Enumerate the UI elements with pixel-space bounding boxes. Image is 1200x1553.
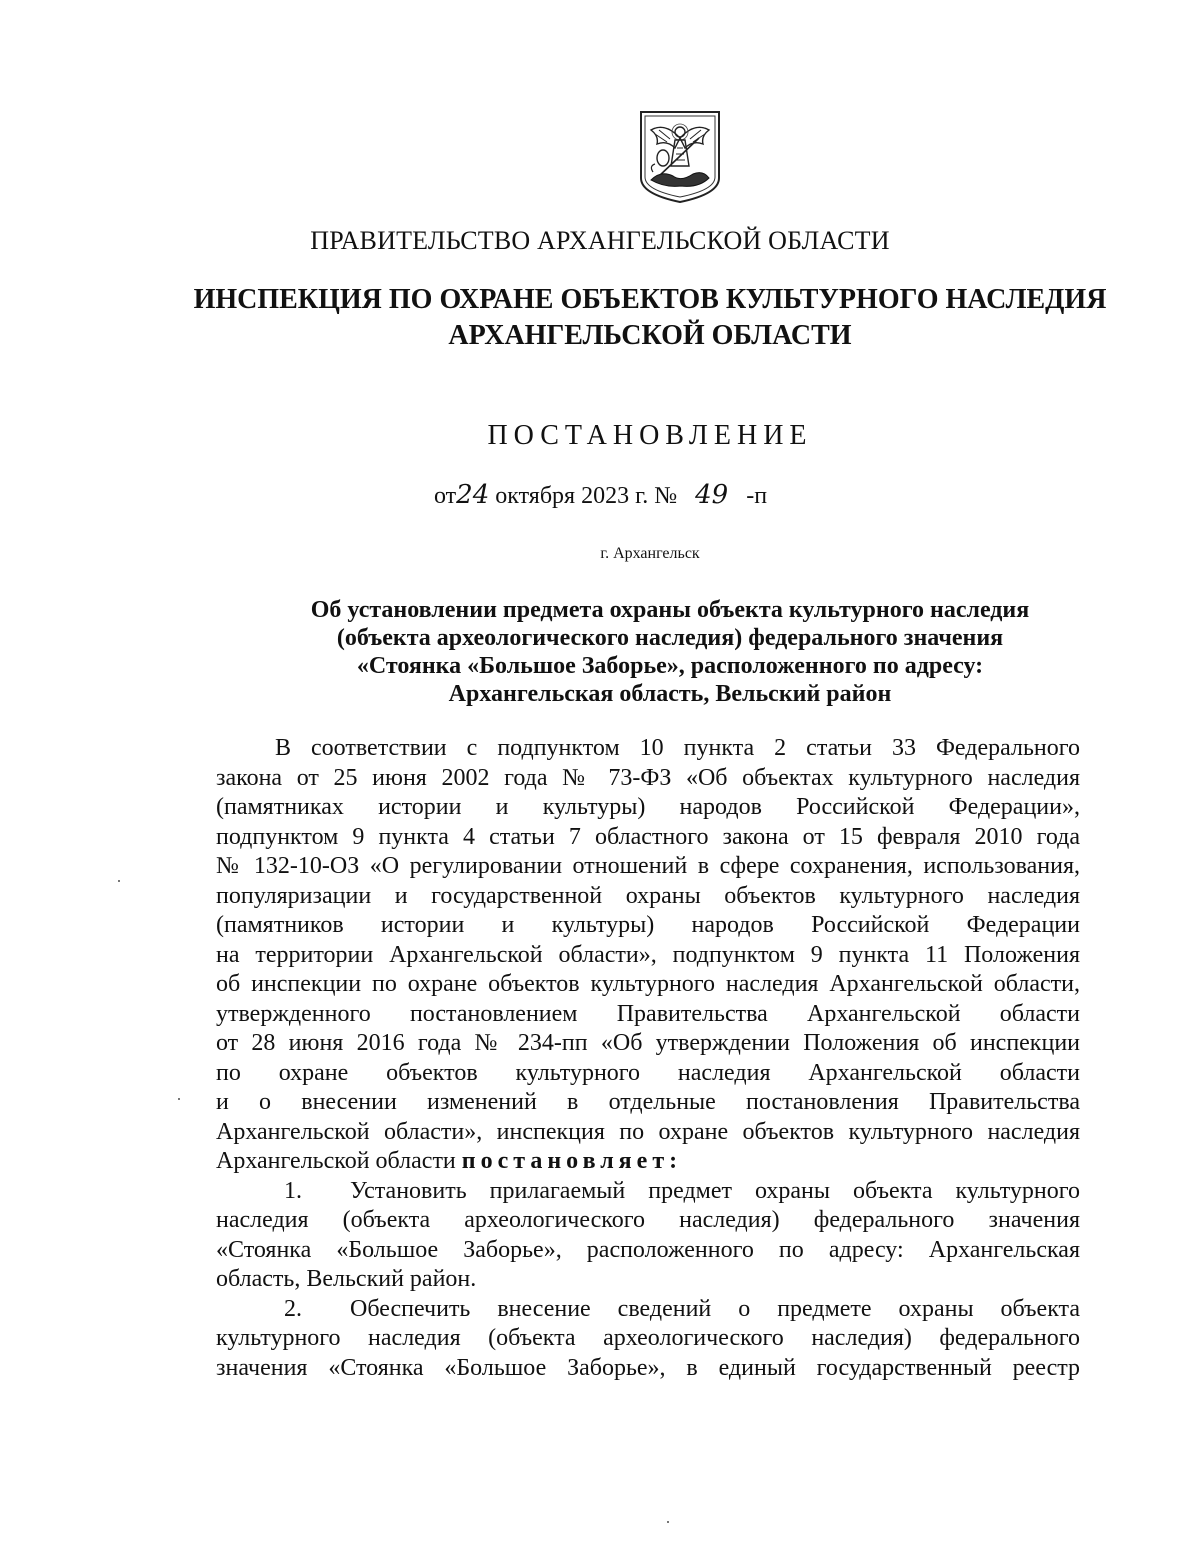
document-body: [216, 734, 1080, 1383]
item-1-line: «Стоянка «Большое Заборье», расположенного по адресу: Архангельская: [216, 1236, 1080, 1263]
paragraph-1-line: подпунктом 9 пункта 4 статьи 7 областного закона от 15 февраля 2010 года: [216, 823, 1080, 850]
scan-speck: [667, 1521, 669, 1523]
scan-speck: [178, 1098, 180, 1100]
paragraph-1-line: популяризации и государственной охраны объектов культурного наследия: [216, 882, 1080, 909]
item-1-line: наследия (объекта археологического наследия) федерального значения: [216, 1207, 1080, 1233]
handwritten-document-number: 49: [695, 480, 729, 510]
paragraph-1-line: № 132-10-ОЗ «О регулировании отношений в сфере сохранения, использования,: [216, 853, 1080, 879]
item-1-number: 1.: [284, 1177, 302, 1204]
item-1-line: область, Вельский район.: [216, 1266, 477, 1292]
item-2-line: культурного наследия (объекта археологического наследия) федерального: [216, 1325, 1080, 1351]
paragraph-1-line: Архангельской области», инспекция по охране объектов культурного наследия: [216, 1118, 1080, 1145]
paragraph-1-line: от 28 июня 2016 года № 234-пп «Об утверждении Положения об инспекции: [216, 1030, 1080, 1056]
inspection-title: [0, 282, 1200, 354]
coat-of-arms-emblem: [637, 108, 723, 204]
paragraph-1-last-text: Архангельской области: [216, 1148, 462, 1174]
item-2-number: 2.: [284, 1295, 302, 1322]
document-subject: [0, 596, 1200, 708]
decree-word: постановляет:: [461, 1148, 683, 1174]
paragraph-1-line: по охране объектов культурного наследия Архангельской области: [216, 1059, 1080, 1086]
item-2-line: Обеспечить внесение сведений о предмете охраны объекта: [350, 1295, 1080, 1322]
item-2-first-line: [216, 1295, 1080, 1325]
date-rest: октября 2023 г. №: [495, 483, 678, 509]
paragraph-1-line: (памятниках истории и культуры) народов Российской Федерации»,: [216, 794, 1080, 820]
document-type: ПОСТАНОВЛЕНИЕ: [487, 420, 813, 451]
city-name: г. Архангельск: [600, 545, 700, 562]
item-1-line: Установить прилагаемый предмет охраны объекта культурного: [350, 1177, 1080, 1204]
inspection-title-line-1: ИНСПЕКЦИЯ ПО ОХРАНЕ ОБЪЕКТОВ КУЛЬТУРНОГО НАСЛЕДИЯ: [193, 284, 1107, 315]
handwritten-day: 24: [456, 480, 490, 510]
subject-line-3: «Стоянка «Большое Заборье», расположенного по адресу:: [356, 653, 984, 679]
subject-line-1: Об установлении предмета охраны объекта культурного наследия: [310, 597, 1030, 623]
date-and-number-line: [434, 480, 767, 510]
paragraph-1-line: на территории Архангельской области», подпунктом 9 пункта 11 Положения: [216, 941, 1080, 968]
subject-line-4: Архангельская область, Вельский район: [448, 681, 892, 707]
paragraph-1-line: закона от 25 июня 2002 года № 73-ФЗ «Об объектах культурного наследия: [216, 764, 1080, 791]
item-1-first-line: [216, 1177, 1080, 1207]
paragraph-1-line: и о внесении изменений в отдельные постановления Правительства: [216, 1089, 1080, 1115]
inspection-title-line-2: АРХАНГЕЛЬСКОЙ ОБЛАСТИ: [448, 320, 852, 351]
paragraph-1-last-line: [216, 1147, 1080, 1177]
government-name: ПРАВИТЕЛЬСТВО АРХАНГЕЛЬСКОЙ ОБЛАСТИ: [310, 226, 890, 255]
document-number-suffix: -п: [746, 483, 768, 509]
paragraph-1-line: об инспекции по охране объектов культурного наследия Архангельской области,: [216, 971, 1080, 997]
subject-line-2: (объекта археологического наследия) федерального значения: [336, 625, 1004, 651]
paragraph-1-line: В соответствии с подпунктом 10 пункта 2 статьи 33 Федерального: [275, 735, 1080, 761]
scan-speck: [118, 880, 120, 882]
paragraph-1-line: (памятников истории и культуры) народов Российской Федерации: [216, 912, 1080, 938]
item-2-line: значения «Стоянка «Большое Заборье», в единый государственный реестр: [216, 1354, 1080, 1381]
date-prefix: от: [434, 483, 457, 509]
paragraph-1-line: утвержденного постановлением Правительства Архангельской области: [216, 1000, 1080, 1027]
